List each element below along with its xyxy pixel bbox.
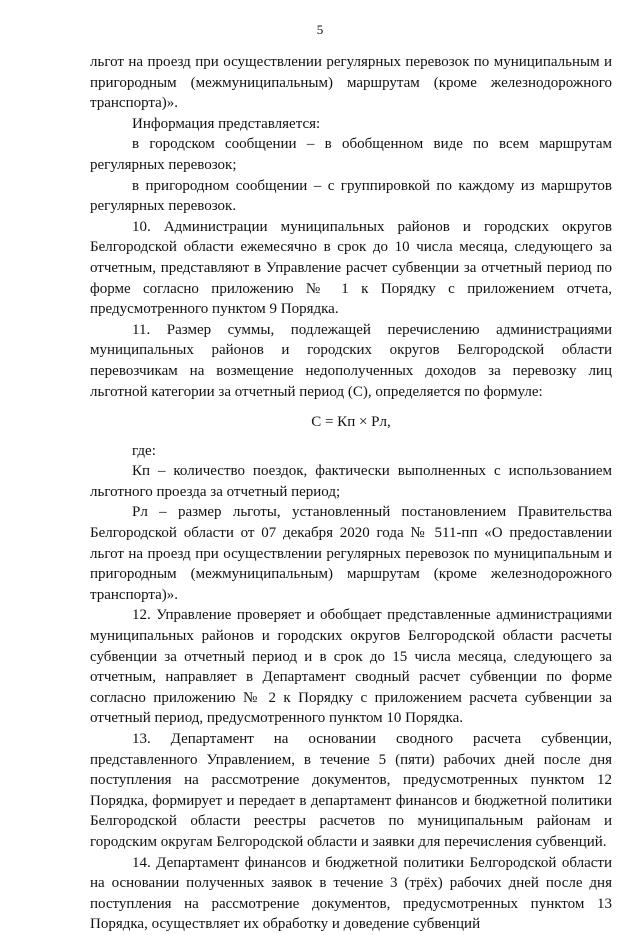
formula: С = Кп × Рл,: [311, 414, 391, 431]
paragraph-info-intro: Информация представляется:: [132, 115, 321, 132]
page-number: 5: [316, 22, 324, 37]
paragraph-city: в городском сообщении – в обобщенном виде по всем маршрутам регулярных перевозок;: [90, 136, 612, 173]
paragraph-11: 11. Размер суммы, подлежащей перечислению администрациями муниципальных районов и городских округов Белгородской области перевозчикам на возмещение недополученных доходов за перевозку лиц льготной категории за отчетный период (С), определяется по формуле:: [90, 321, 612, 400]
document-body: [90, 52, 612, 935]
paragraph-continuation: льгот на проезд при осуществлении регулярных перевозок по муниципальным и пригородным (межмуниципальным) маршрутам (кроме железнодорожного транспорта)».: [90, 54, 612, 112]
paragraph-14: 14. Департамент финансов и бюджетной политики Белгородской области на основании полученных заявок в течение 3 (трёх) рабочих дней после дня поступления на рассмотрение документов, предусмотренных пунктом 13 Порядка, осуществляет их обработку и доведение субвенций: [90, 854, 612, 933]
paragraph-13: 13. Департамент на основании сводного расчета субвенции, представленного Управлением, в течение 5 (пяти) рабочих дней после дня поступления на рассмотрение документов, предусмотренных пунктом 12 Порядка, формирует и передает в департамент финансов и бюджетной политики Белгородской области реестры расчетов по муниципальным районам и городским округам Белгородской области и заявки для перечисления субвенций.: [90, 731, 612, 850]
definition-kp: Кп – количество поездок, фактически выполненных с использованием льготного проезда за отчетный период;: [90, 463, 612, 500]
paragraph-10: 10. Администрации муниципальных районов и городских округов Белгородской области ежемесячно в срок до 10 числа месяца, следующего за отчетным, представляют в Управление расчет субвенции за отчетный период по форме согласно приложению № 1 к Порядку с приложением отчета, предусмотренного пунктом 9 Порядка.: [90, 218, 612, 318]
definition-rl: Рл – размер льготы, установленный постановлением Правительства Белгородской области от 07 декабря 2020 года № 511-пп «О предоставлении льгот на проезд при осуществлении регулярных перевозок по муниципальным и пригородным (межмуниципальным) маршрутам (кроме железнодорожного транспорта)».: [90, 504, 612, 603]
paragraph-12: 12. Управление проверяет и обобщает представленные администрациями муниципальных районов и городских округов Белгородской области расчеты субвенции за отчетный период и в срок до 15 числа месяца, следующего за отчетным, направляет в Департамент сводный расчет субвенции по форме согласно приложению № 2 к Порядку с приложением расчета субвенции за отчетный период, предусмотренного пунктом 10 Порядка.: [90, 607, 612, 727]
where-label: где:: [132, 442, 156, 459]
paragraph-suburban: в пригородном сообщении – с группировкой по каждому из маршрутов регулярных перевозок.: [90, 177, 612, 215]
